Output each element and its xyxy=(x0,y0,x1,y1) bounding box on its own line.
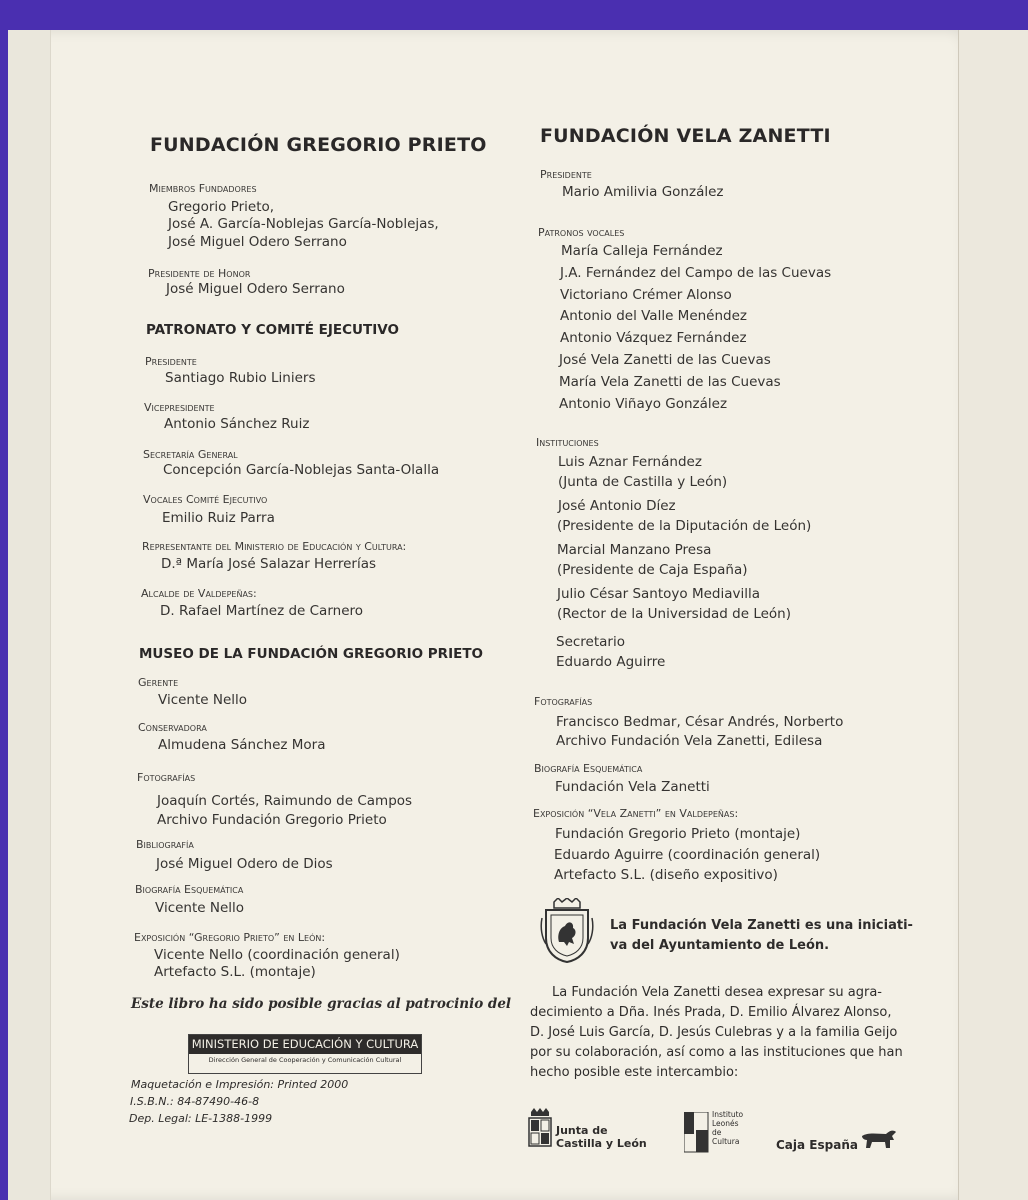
institucion-item: Luis Aznar Fernández xyxy=(558,454,702,470)
institucion-item: (Presidente de Caja España) xyxy=(557,562,748,578)
isbn-line: I.S.B.N.: 84-87490-46-8 xyxy=(130,1095,260,1108)
next-page-edge xyxy=(958,30,1028,1200)
agradecimiento-line: hecho posible este intercambio: xyxy=(530,1065,739,1080)
ministerio-logo-subtitle: Dirección General de Cooperación y Comunicación Cultural xyxy=(208,1056,402,1064)
institucion-item: Marcial Manzano Presa xyxy=(557,542,712,558)
fotografias-item: Joaquín Cortés, Raimundo de Campos xyxy=(157,793,413,809)
fotografias-label: Fotografías xyxy=(534,695,593,708)
junta-logo-line: Castilla y León xyxy=(556,1137,647,1150)
patronos-label: Patronos vocales xyxy=(538,226,625,239)
patrono-item: Antonio Vázquez Fernández xyxy=(560,330,747,346)
imprenta-line: Maquetación e Impresión: Printed 2000 xyxy=(131,1078,349,1091)
presidente-value: Mario Amilivia González xyxy=(562,184,724,200)
patronato-title: PATRONATO Y COMITÉ EJECUTIVO xyxy=(146,322,399,338)
instituto-logo-line: de xyxy=(712,1128,722,1137)
secretario-value: Eduardo Aguirre xyxy=(556,654,666,670)
presidente-honor-value: José Miguel Odero Serrano xyxy=(166,281,345,297)
exposicion-item: Artefacto S.L. (montaje) xyxy=(154,964,316,980)
patrono-item: Antonio del Valle Menéndez xyxy=(560,308,748,324)
bibliografia-label: Bibliografía xyxy=(136,838,194,851)
fotografias-item: Archivo Fundación Gregorio Prieto xyxy=(157,812,387,828)
leon-crest-icon xyxy=(540,898,594,964)
institucion-item: Julio César Santoyo Mediavilla xyxy=(557,586,761,602)
biografia-value: Vicente Nello xyxy=(155,900,245,916)
exposicion-label: Exposición “Vela Zanetti” en Valdepeñas: xyxy=(533,807,739,820)
patrono-item: J.A. Fernández del Campo de las Cuevas xyxy=(560,265,832,281)
junta-logo-text xyxy=(556,1124,647,1150)
vocales-label: Vocales Comité Ejecutivo xyxy=(143,493,268,506)
junta-castilla-leon-icon xyxy=(528,1106,552,1148)
junta-logo-line: Junta de xyxy=(556,1124,608,1137)
patrono-item: José Vela Zanetti de las Cuevas xyxy=(559,352,771,368)
gregorio-prieto-title: FUNDACIÓN GREGORIO PRIETO xyxy=(150,134,487,156)
institucion-item: José Antonio Díez xyxy=(558,498,676,514)
iniciativa-line: va del Ayuntamiento de León. xyxy=(610,938,830,953)
ministerio-logo-title: MINISTERIO DE EDUCACIÓN Y CULTURA xyxy=(189,1035,421,1054)
instituto-logo-line: Leonés xyxy=(712,1119,739,1128)
miembro-item: Gregorio Prieto, xyxy=(168,199,275,215)
instituciones-label: Instituciones xyxy=(536,436,599,449)
agradecimiento-line: por su colaboración, así como a las instituciones que han xyxy=(530,1045,903,1060)
vela-zanetti-title: FUNDACIÓN VELA ZANETTI xyxy=(540,125,831,147)
gerente-value: Vicente Nello xyxy=(158,692,248,708)
conservadora-label: Conservadora xyxy=(138,721,207,734)
alcalde-value: D. Rafael Martínez de Carnero xyxy=(160,603,364,619)
institucion-item: (Rector de la Universidad de León) xyxy=(557,606,792,622)
agradecimiento-line: D. José Luis García, D. Jesús Culebras y a la familia Geijo xyxy=(530,1025,898,1040)
instituto-leones-icon xyxy=(684,1112,710,1154)
instituto-logo-text xyxy=(712,1110,743,1146)
instituto-logo-line: Instituto xyxy=(712,1110,744,1119)
presidente-honor-label: Presidente de Honor xyxy=(148,267,251,280)
bibliografia-value: José Miguel Odero de Dios xyxy=(156,856,333,872)
representante-label: Representante del Ministerio de Educación y Cultura: xyxy=(142,540,407,553)
secretario-label: Secretario xyxy=(556,634,625,650)
exposicion-item: Fundación Gregorio Prieto (montaje) xyxy=(555,826,801,842)
agradecimiento-line: decimiento a Dña. Inés Prada, D. Emilio Álvarez Alonso, xyxy=(530,1005,892,1020)
exposicion-item: Artefacto S.L. (diseño expositivo) xyxy=(554,867,778,883)
deposito-legal-line: Dep. Legal: LE-1388-1999 xyxy=(129,1112,273,1125)
patrono-item: María Vela Zanetti de las Cuevas xyxy=(559,374,781,390)
caja-espana-text: Caja España xyxy=(776,1138,858,1152)
patrono-item: Victoriano Crémer Alonso xyxy=(560,287,732,303)
exposicion-item: Vicente Nello (coordinación general) xyxy=(154,947,400,963)
miembros-label: Miembros Fundadores xyxy=(149,182,257,195)
exposicion-item: Eduardo Aguirre (coordinación general) xyxy=(554,847,821,863)
institucion-item: (Junta de Castilla y León) xyxy=(558,474,728,490)
biografia-value: Fundación Vela Zanetti xyxy=(555,779,710,795)
gerente-label: Gerente xyxy=(138,676,179,689)
presidente-value: Santiago Rubio Liniers xyxy=(165,370,316,386)
alcalde-label: Alcalde de Valdepeñas: xyxy=(141,587,257,600)
representante-value: D.ª María José Salazar Herrerías xyxy=(161,556,376,572)
instituto-logo-line: Cultura xyxy=(712,1137,740,1146)
fotografias-item: Archivo Fundación Vela Zanetti, Edilesa xyxy=(556,733,823,749)
patrocinio-text: Este libro ha sido posible gracias al patrocinio del xyxy=(131,996,512,1012)
conservadora-value: Almudena Sánchez Mora xyxy=(158,737,326,753)
presidente-label: Presidente xyxy=(540,168,592,181)
page-gutter xyxy=(8,30,51,1200)
vicepresidente-value: Antonio Sánchez Ruiz xyxy=(164,416,310,432)
miembro-item: José Miguel Odero Serrano xyxy=(168,234,347,250)
secretaria-label: Secretaría General xyxy=(143,448,238,461)
fotografias-label: Fotografías xyxy=(137,771,196,784)
agradecimiento-line: La Fundación Vela Zanetti desea expresar su agra- xyxy=(552,985,883,1000)
exposicion-label: Exposición “Gregorio Prieto” en León: xyxy=(134,931,326,944)
iniciativa-line: La Fundación Vela Zanetti es una iniciati- xyxy=(610,918,913,933)
secretaria-value: Concepción García-Noblejas Santa-Olalla xyxy=(163,462,440,478)
vocales-value: Emilio Ruiz Parra xyxy=(162,510,275,526)
patrono-item: Antonio Viñayo González xyxy=(559,396,728,412)
institucion-item: (Presidente de la Diputación de León) xyxy=(557,518,812,534)
biografia-label: Biografía Esquemática xyxy=(135,883,244,896)
miembro-item: José A. García-Noblejas García-Noblejas, xyxy=(168,216,439,232)
presidente-label: Presidente xyxy=(145,355,197,368)
ministerio-logo xyxy=(188,1034,422,1074)
patrono-item: María Calleja Fernández xyxy=(561,243,723,259)
fotografias-item: Francisco Bedmar, César Andrés, Norberto xyxy=(556,714,844,730)
bull-icon xyxy=(860,1128,898,1152)
biografia-label: Biografía Esquemática xyxy=(534,762,643,775)
vicepresidente-label: Vicepresidente xyxy=(144,401,215,414)
museo-title: MUSEO DE LA FUNDACIÓN GREGORIO PRIETO xyxy=(139,646,484,662)
